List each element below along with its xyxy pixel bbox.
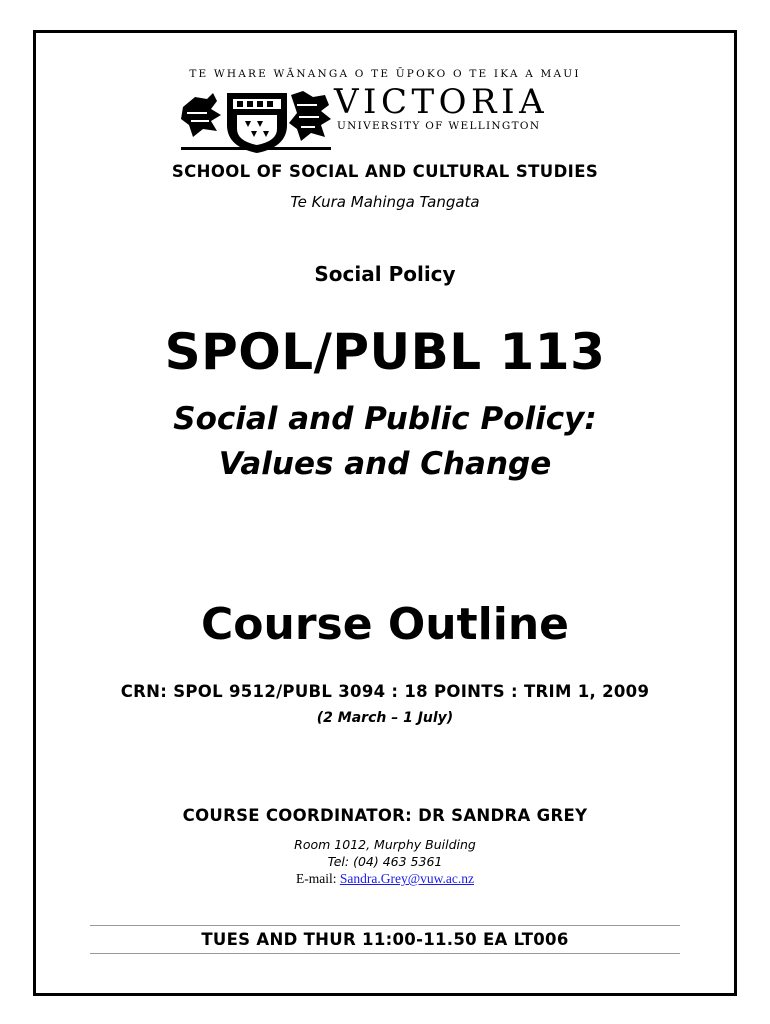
- coordinator-room: Room 1012, Murphy Building: [294, 837, 476, 852]
- course-title-line2: Values and Change: [218, 446, 552, 482]
- crn-line: CRN: SPOL 9512/PUBL 3094 : 18 POINTS : TRIM 1, 2009: [120, 682, 650, 701]
- course-code: SPOL/PUBL 113: [164, 323, 606, 381]
- coordinator-email-line: [0, 871, 770, 887]
- course-title-line1: Social and Public Policy:: [173, 401, 597, 437]
- lecture-schedule: TUES AND THUR 11:00-11.50 EA LT006: [201, 930, 569, 949]
- school-name: SCHOOL OF SOCIAL AND CULTURAL STUDIES: [171, 162, 599, 181]
- trimester-dates: (2 March – 1 July): [316, 710, 454, 726]
- course-outline-heading: Course Outline: [201, 599, 569, 650]
- university-motto: TE WHARE WĀNANGA O TE ŪPOKO O TE IKA A MAUI: [189, 68, 581, 80]
- email-link[interactable]: Sandra.Grey@vuw.ac.nz: [339, 871, 474, 886]
- email-label: E-mail:: [295, 871, 340, 886]
- divider-bottom: [90, 953, 680, 954]
- divider-top: [90, 925, 680, 926]
- university-wordmark: VICTORIA: [334, 82, 549, 122]
- coordinator-phone: Tel: (04) 463 5361: [327, 854, 443, 869]
- coordinator-heading: COURSE COORDINATOR: DR SANDRA GREY: [182, 806, 588, 825]
- university-subtitle: UNIVERSITY OF WELLINGTON: [337, 120, 541, 132]
- left-dragon-icon: [181, 93, 221, 137]
- school-maori-name: Te Kura Mahinga Tangata: [290, 193, 480, 211]
- subject-name: Social Policy: [314, 262, 456, 286]
